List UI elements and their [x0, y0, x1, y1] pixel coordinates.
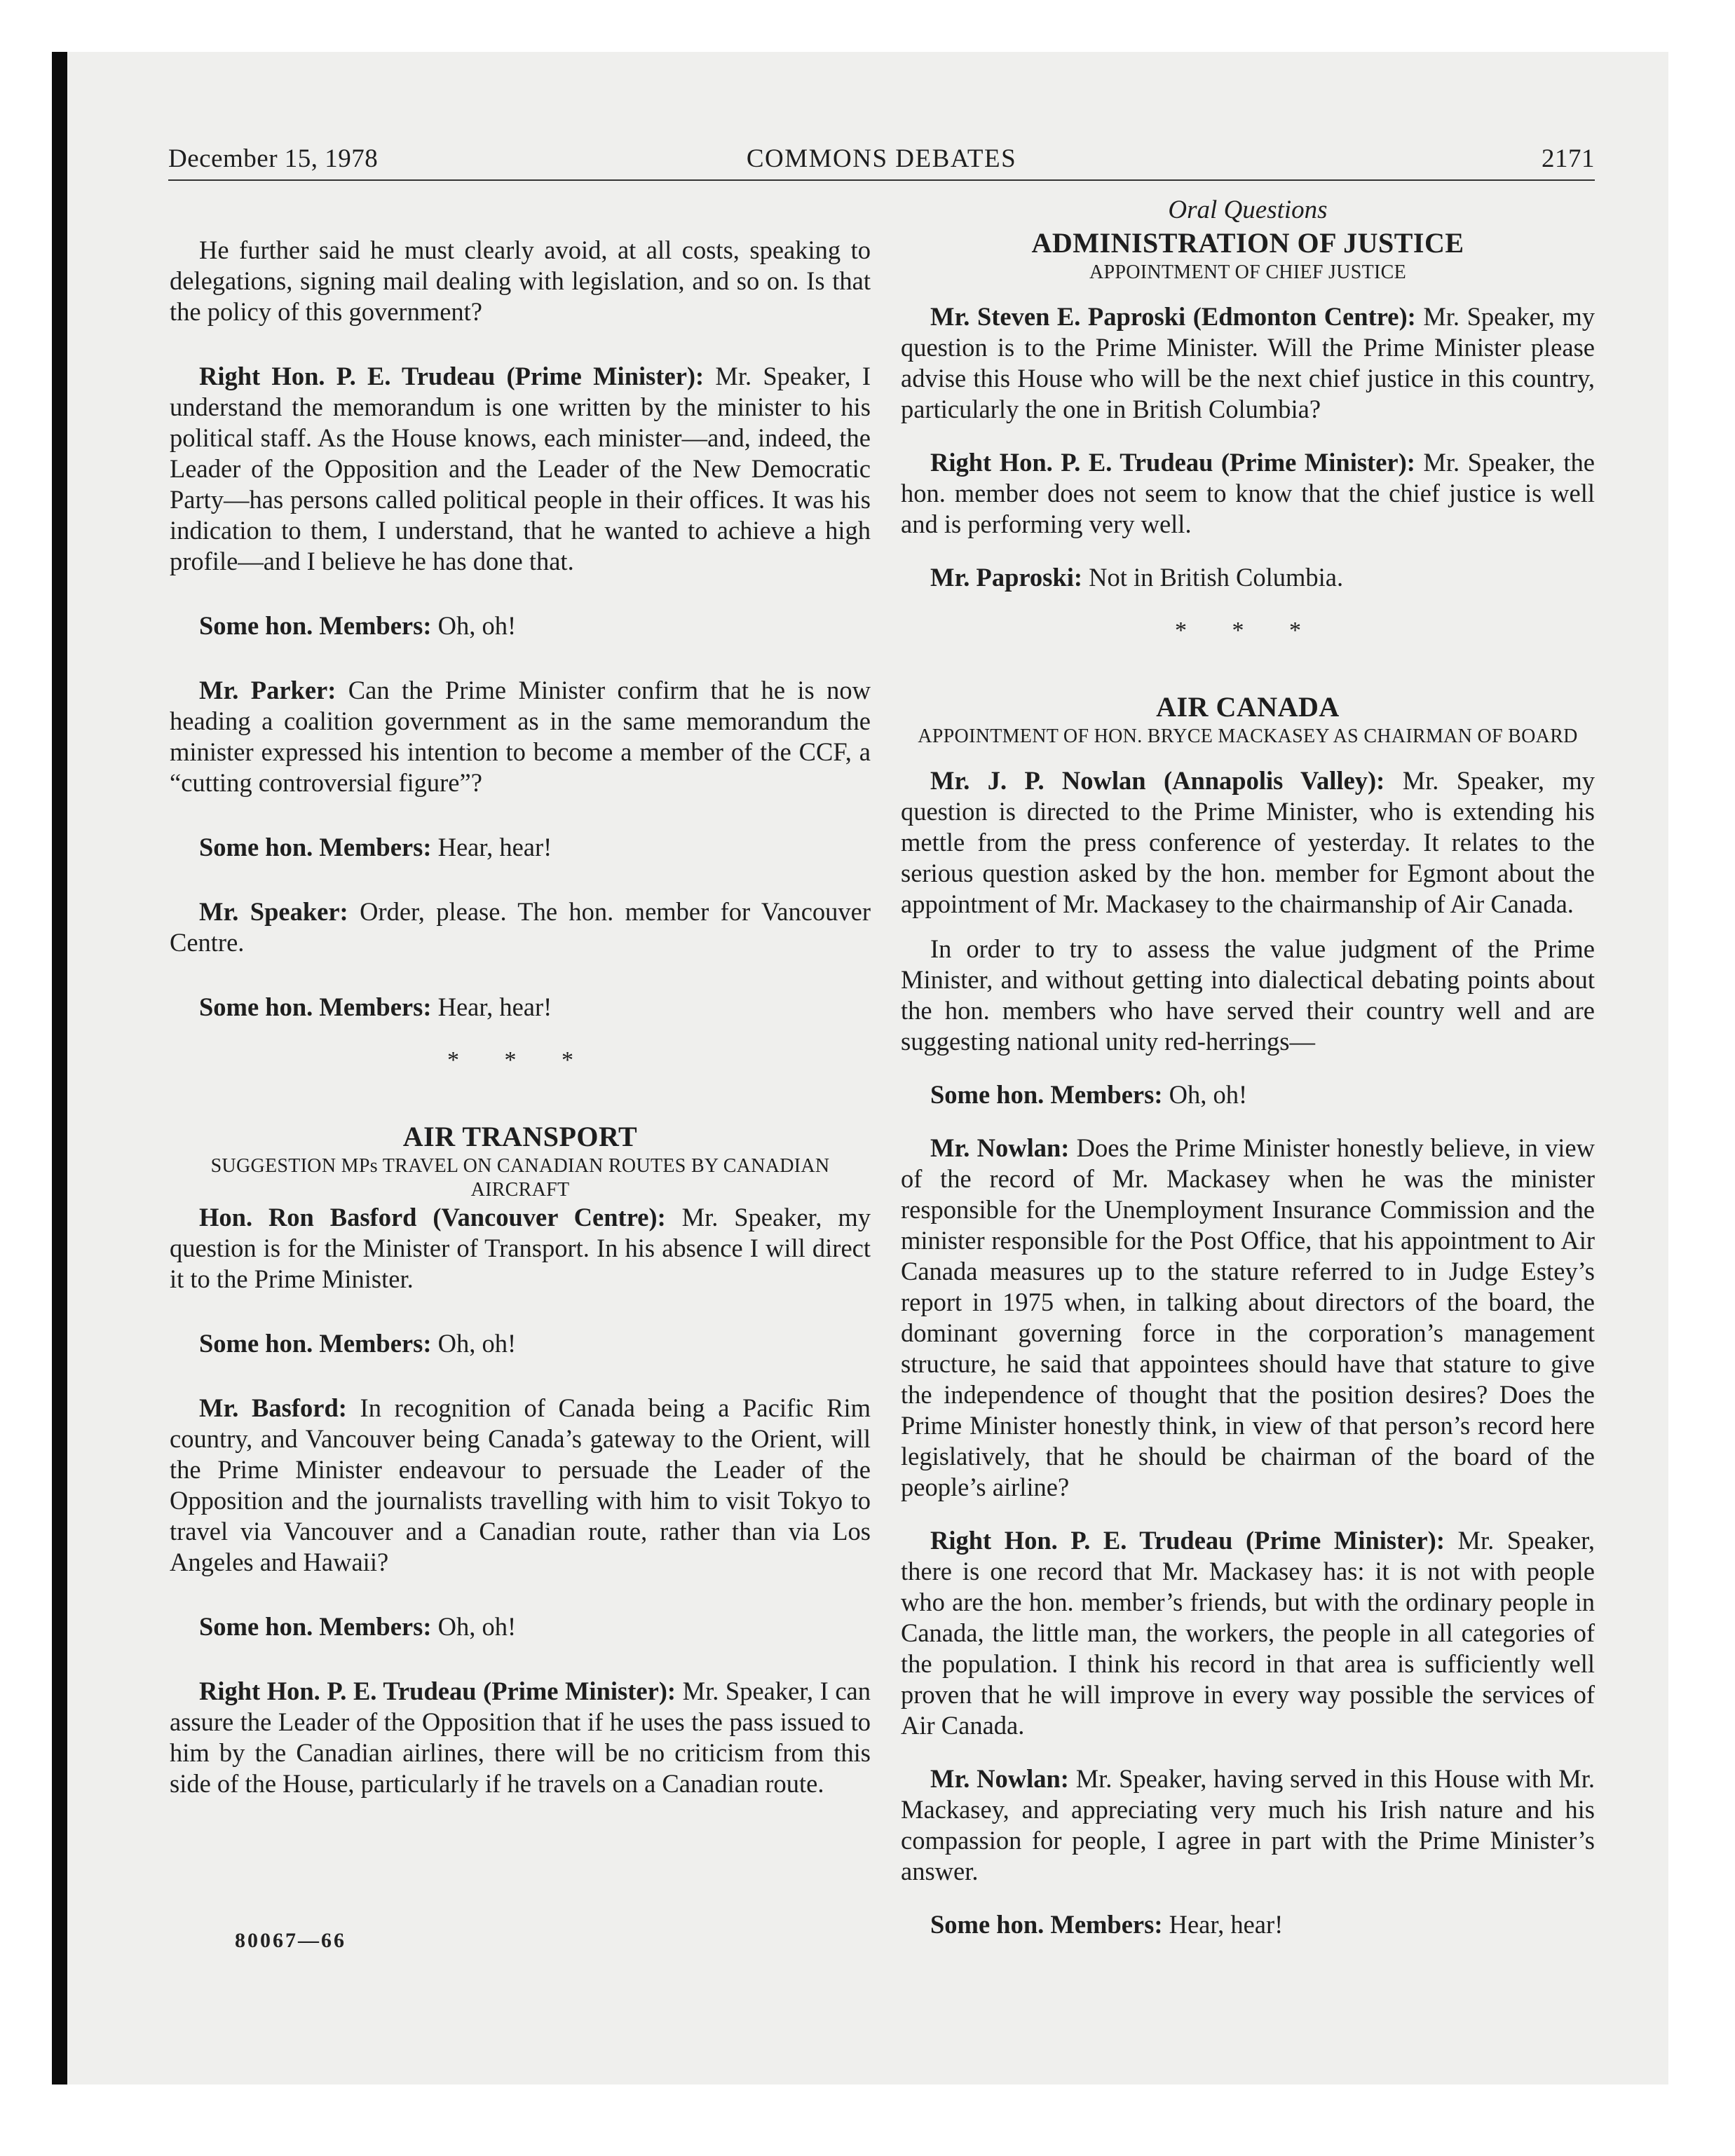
speech: [170, 361, 871, 577]
speech-text: Does the Prime Minister honestly believe, in view of the record of Mr. Mackasey when he was the minister responsible for the Unemployment Insurance Commission and the minister responsible for the Post Office, that his appointment to Air Canada measures up to the stature referred to in Judge Estey’s report in 1975 when, in talking about directors of the board, the dominant governing force in the corporation’s management structure, he said that appointees should have that stature to give the independence of thought that the position desires? Does the Prime Minister honestly think, in view of that person’s record here legislatively, that he should be chairman of the board of the people’s airline?: [901, 1133, 1595, 1501]
speech: [170, 1328, 871, 1359]
speech: [170, 675, 871, 798]
section-heading: AIR CANADA: [1156, 691, 1340, 723]
paragraph: He further said he must clearly avoid, at all costs, speaking to delegations, signing mail dealing with legislation, and so on. Is that the policy of this government?: [170, 236, 871, 326]
section-label: Oral Questions: [1168, 196, 1328, 224]
header-title: COMMONS DEBATES: [746, 144, 1017, 173]
speech: [170, 610, 871, 641]
speaker-name: Some hon. Members:: [199, 611, 432, 640]
speaker-name: Some hon. Members:: [930, 1080, 1163, 1109]
right-column: [901, 195, 1595, 1963]
speaker-name: Right Hon. P. E. Trudeau (Prime Minister):: [930, 448, 1415, 477]
section-subheading: APPOINTMENT OF CHIEF JUSTICE: [1089, 261, 1407, 283]
section-separator: * * *: [1175, 618, 1321, 643]
speaker-name: Right Hon. P. E. Trudeau (Prime Minister):: [199, 1677, 676, 1705]
speech: [901, 1763, 1595, 1887]
left-column: [170, 235, 871, 1822]
speech: [170, 832, 871, 863]
footer-code: 80067—66: [235, 1929, 346, 1952]
speaker-name: Some hon. Members:: [199, 1612, 432, 1641]
speech-text: Hear, hear!: [431, 992, 552, 1021]
speaker-name: Mr. Nowlan:: [930, 1764, 1069, 1793]
speech-text: Mr. Speaker, my question is for the Minister of Transport. In his absence I will direct it to the Prime Minister.: [170, 1203, 871, 1293]
speech-text: Mr. Speaker, I understand the memorandum is one written by the minister to his political staff. As the House knows, each minister—and, indeed, the Leader of the Opposition and the Leader of the New Democratic Party—has persons called political people in their offices. It was his indication to them, I understand, that he wanted to achieve a high profile—and I believe he has done that.: [170, 362, 871, 575]
speech-text: Not in British Columbia.: [1082, 563, 1344, 592]
speech: [170, 1676, 871, 1799]
speech: [901, 1525, 1595, 1741]
section-subheading: APPOINTMENT OF HON. BRYCE MACKASEY AS CHAIRMAN OF BOARD: [918, 725, 1578, 747]
speaker-name: Mr. Basford:: [199, 1393, 347, 1422]
page-header: [168, 143, 1595, 184]
header-page-number: 2171: [1542, 144, 1595, 173]
speaker-name: Some hon. Members:: [199, 1329, 432, 1358]
section-heading: AIR TRANSPORT: [402, 1121, 638, 1152]
speech-text: Mr. Speaker, there is one record that Mr. Mackasey has: it is not with people who are the hon. member’s friends, but with the ordinary people in Canada, the little man, the workers, the people in all categories of the population. I think his record in that area is sufficiently well proven that he will improve in every way possible the services of Air Canada.: [901, 1526, 1595, 1740]
speech: [901, 765, 1595, 920]
speech: [170, 896, 871, 958]
speaker-name: Mr. Paproski:: [930, 563, 1082, 592]
speech: [901, 1909, 1595, 1940]
speech-text: Mr. Speaker, having served in this House with Mr. Mackasey, and appreciating very much his Irish nature and his compassion for people, I agree in part with the Prime Minister’s answer.: [901, 1764, 1595, 1885]
speech-text: Mr. Speaker, I can assure the Leader of the Opposition that if he uses the pass issued to him by the Canadian airlines, there will be no criticism from this side of the House, particularly if he travels on a Canadian route.: [170, 1677, 871, 1798]
speech-text: Oh, oh!: [431, 1612, 517, 1641]
speech: [901, 562, 1595, 593]
speech-text: Hear, hear!: [1162, 1910, 1284, 1939]
speech-text: Mr. Speaker, my question is to the Prime Minister. Will the Prime Minister please advise this House who will be the next chief justice in this country, particularly the one in British Columbia?: [901, 302, 1595, 423]
speech: [901, 447, 1595, 540]
speaker-name: Some hon. Members:: [199, 992, 432, 1021]
speaker-name: Mr. Speaker:: [199, 897, 348, 926]
speech-text: Oh, oh!: [431, 611, 517, 640]
speech: [901, 301, 1595, 425]
speech: [170, 1393, 871, 1578]
speaker-name: Right Hon. P. E. Trudeau (Prime Minister):: [199, 362, 705, 390]
header-rule: [168, 179, 1595, 181]
speaker-name: Mr. Parker:: [199, 676, 336, 704]
section-subheading: SUGGESTION MPs TRAVEL ON CANADIAN ROUTES BY CANADIAN AIRCRAFT: [210, 1155, 830, 1201]
section-heading: ADMINISTRATION OF JUSTICE: [1031, 227, 1464, 259]
speech-text: Oh, oh!: [431, 1329, 517, 1358]
scan-edge-shadow: [52, 52, 67, 2085]
speech-text: In recognition of Canada being a Pacific Rim country, and Vancouver being Canada’s gateway to the Orient, will the Prime Minister endeavour to persuade the Leader of the Opposition and the journalists travelling with him to visit Tokyo to travel via Vancouver and a Canadian route, rather than via Los Angeles and Hawaii?: [170, 1393, 871, 1576]
speaker-name: Some hon. Members:: [930, 1910, 1163, 1939]
speaker-name: Right Hon. P. E. Trudeau (Prime Minister):: [930, 1526, 1445, 1555]
speech: [901, 1079, 1595, 1110]
speaker-name: Mr. Steven E. Paproski (Edmonton Centre):: [930, 302, 1416, 331]
speech: [170, 992, 871, 1023]
section-separator: * * *: [447, 1047, 593, 1073]
speech-text: Mr. Speaker, my question is directed to the Prime Minister, who is extending his mettle from the press conference of yesterday. It relates to the serious question asked by the hon. member for Egmont about the appointment of Mr. Mackasey to the chairmanship of Air Canada.: [901, 766, 1595, 918]
paragraph: In order to try to assess the value judgment of the Prime Minister, and without getting into dialectical debating points about the hon. members who have served their country well and are suggesting national unity red-herrings—: [901, 934, 1595, 1056]
speech: [170, 1202, 871, 1295]
speaker-name: Hon. Ron Basford (Vancouver Centre):: [199, 1203, 666, 1231]
speaker-name: Mr. Nowlan:: [930, 1133, 1070, 1162]
speech-text: Mr. Speaker, the hon. member does not seem to know that the chief justice is well and is performing very well.: [901, 448, 1595, 538]
speech-text: Oh, oh!: [1162, 1080, 1248, 1109]
speech-text: Hear, hear!: [431, 833, 552, 861]
speech-text: Can the Prime Minister confirm that he is now heading a coalition government as in the same memorandum the minister expressed his intention to become a member of the CCF, a “cutting controversial figure”?: [170, 676, 871, 797]
speech: [901, 1133, 1595, 1503]
speaker-name: Mr. J. P. Nowlan (Annapolis Valley):: [930, 766, 1385, 795]
speech: [170, 1611, 871, 1642]
speaker-name: Some hon. Members:: [199, 833, 432, 861]
speech-text: Order, please. The hon. member for Vancouver Centre.: [170, 897, 871, 957]
header-date: December 15, 1978: [168, 144, 379, 173]
